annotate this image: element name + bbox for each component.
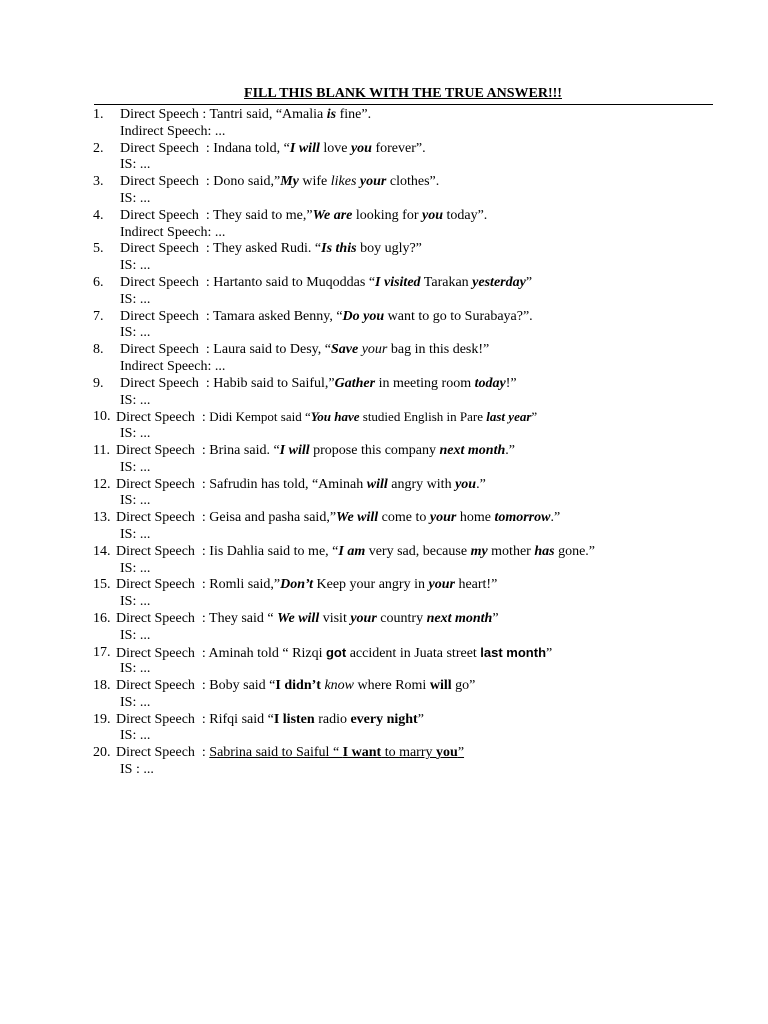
sentence-segment: You have [310,409,360,425]
question-item [93,174,733,208]
question-item [93,544,733,578]
answer-blank: IS: ... [120,526,151,542]
sentence-segment: I visited [375,274,421,290]
direct-speech-line [93,510,733,527]
direct-speech-label: Direct Speech : [120,107,210,122]
direct-speech-line [93,544,733,561]
direct-speech-label: Direct Speech : [120,140,214,156]
question-number: 6. [93,274,104,290]
question-number: 16. [93,610,111,626]
question-number: 5. [93,241,104,257]
direct-speech-text [120,141,426,158]
sentence-segment: We will [336,510,379,526]
direct-speech-line [93,342,733,359]
answer-blank: IS: ... [120,728,151,744]
direct-speech-line [93,208,733,225]
direct-speech-label: Direct Speech : [116,410,210,426]
sentence-segment: Gather [334,375,376,391]
sentence-segment: I didn’t [275,678,321,694]
sentence-segment: next month [426,610,493,626]
sentence-segment: accident in Juata street [346,645,481,661]
question-item [93,611,733,645]
direct-speech-text [120,241,422,258]
sentence-segment: will [366,476,388,492]
answer-blank: Indirect Speech: ... [120,123,226,139]
direct-speech-label: Direct Speech : [116,745,210,761]
sentence-segment: ” [531,409,538,425]
question-number: 9. [93,375,104,391]
question-item [93,342,733,376]
question-item [93,678,733,712]
answer-blank: IS: ... [120,493,151,509]
direct-speech-line [93,241,733,258]
sentence-segment: tomorrow [494,510,551,526]
sentence-segment: Tarakan [420,274,473,290]
direct-speech-text [120,275,532,292]
sentence-segment: They asked Rudi. “ [213,241,322,257]
sentence-segment: boy ugly?” [356,241,422,257]
sentence-segment: propose this company [309,442,440,458]
question-number: 13. [93,510,111,526]
sentence-segment: want to go to Surabaya?”. [384,308,533,324]
sentence-segment: Save [330,342,359,358]
title-underline-rule [94,104,713,105]
question-list [93,107,733,779]
sentence-segment: Hartanto said to Muqoddas “ [213,274,376,290]
direct-speech-text [116,510,560,527]
question-item [93,275,733,309]
question-item [93,577,733,611]
sentence-segment: !” [505,375,517,391]
sentence-segment: your [359,174,387,190]
direct-speech-line [93,678,733,695]
answer-blank: IS: ... [120,694,151,710]
direct-speech-text [120,342,489,359]
sentence-segment: you [350,140,372,156]
sentence-segment: My [280,174,299,190]
sentence-segment: my [470,543,488,559]
direct-speech-label: Direct Speech : [120,274,214,290]
question-item [93,141,733,175]
answer-blank: IS: ... [120,594,151,610]
question-item [93,745,733,779]
question-item [93,409,733,443]
direct-speech-label: Direct Speech : [120,207,214,223]
direct-speech-label: Direct Speech : [116,645,209,661]
direct-speech-text [116,678,475,695]
direct-speech-line [93,577,733,594]
question-number: 14. [93,543,111,559]
question-number: 8. [93,342,104,358]
answer-blank: Indirect Speech: ... [120,358,226,374]
direct-speech-text [120,376,517,393]
question-number: 3. [93,174,104,190]
sentence-segment: I am [338,543,366,559]
sentence-segment: studied English in Pare [359,409,487,425]
sentence-segment: wife [298,174,331,190]
sentence-segment: know [324,678,354,694]
sentence-segment: will [429,678,452,694]
question-number: 7. [93,308,104,324]
sentence-segment: Laura said to Desy, “ [213,342,331,358]
direct-speech-label: Direct Speech : [116,476,210,492]
sentence-segment: country [376,610,427,626]
direct-speech-text [116,577,497,594]
direct-speech-line [93,443,733,460]
sentence-segment: is [326,107,337,122]
direct-speech-text [116,477,486,494]
answer-blank: IS: ... [120,325,151,341]
question-number: 10. [93,409,111,425]
sentence-segment: ” [457,745,465,761]
sentence-segment: Habib said to Saiful,” [213,375,335,391]
sentence-segment: radio [314,711,351,727]
sentence-segment: home [456,510,495,526]
question-item [93,645,733,679]
sentence-segment: gone.” [554,543,595,559]
sentence-segment: .” [505,442,515,458]
sentence-segment: Boby said “ [209,678,276,694]
question-item [93,309,733,343]
sentence-segment: Didi Kempot said “ [209,409,311,425]
answer-blank: IS: ... [120,560,151,576]
sentence-segment: your [428,577,455,593]
direct-speech-text [116,443,515,460]
direct-speech-text [116,409,537,427]
sentence-segment: .” [476,476,486,492]
worksheet-title: FILL THIS BLANK WITH THE TRUE ANSWER!!! [244,86,562,101]
sentence-segment: Geisa and pasha said,” [209,510,337,526]
direct-speech-text [116,544,595,561]
question-item [93,107,733,141]
question-number: 12. [93,476,111,492]
sentence-segment: bag in this desk!” [387,342,490,358]
direct-speech-line [93,409,733,426]
sentence-segment: Sabrina said to Saiful “ [209,745,343,761]
sentence-segment: They said “ [209,610,278,626]
answer-blank: Indirect Speech: ... [120,224,226,240]
question-item [93,510,733,544]
direct-speech-text [116,745,464,762]
sentence-segment: ” [546,645,553,661]
sentence-segment: to marry [381,745,437,761]
sentence-segment: We are [312,207,353,223]
sentence-segment: every night [350,711,418,727]
sentence-segment: ” [525,274,533,290]
sentence-segment: fine”. [336,107,372,122]
answer-blank: IS: ... [120,258,151,274]
question-number: 15. [93,577,111,593]
direct-speech-line [93,174,733,191]
answer-blank: IS: ... [120,459,151,475]
sentence-segment: visit [319,610,351,626]
direct-speech-text [116,611,499,628]
sentence-segment: love [319,140,351,156]
sentence-segment: Brina said. “ [209,442,280,458]
sentence-segment: yesterday [472,274,526,290]
sentence-segment: today [474,375,506,391]
question-item [93,443,733,477]
direct-speech-label: Direct Speech : [120,308,214,324]
sentence-segment: We will [277,610,320,626]
direct-speech-text [120,208,487,225]
sentence-segment: .” [550,510,561,526]
direct-speech-line [93,275,733,292]
sentence-segment: go” [451,678,476,694]
sentence-segment: Rifqi said “ [209,711,274,727]
sentence-segment: Tantri said, “Amalia [209,107,327,122]
direct-speech-label: Direct Speech : [120,342,214,358]
answer-blank: IS: ... [120,627,151,643]
direct-speech-label: Direct Speech : [120,241,214,257]
answer-blank: IS: ... [120,661,151,677]
sentence-segment: where Romi [354,678,430,694]
direct-speech-label: Direct Speech : [116,442,210,458]
sentence-segment: ” [492,610,499,626]
answer-blank: IS: ... [120,291,151,307]
sentence-segment: got [325,644,347,660]
sentence-segment: Romli said,” [209,577,281,593]
sentence-segment: Aminah told “ Rizqi [208,645,326,661]
question-number: 19. [93,711,111,727]
answer-blank: IS : ... [120,762,154,778]
direct-speech-line [93,309,733,326]
sentence-segment: come to [378,510,430,526]
sentence-segment: you [455,476,477,492]
question-number: 1. [93,107,104,122]
sentence-segment: Keep your angry in [313,577,429,593]
direct-speech-line [93,745,733,762]
direct-speech-text [116,645,552,663]
direct-speech-line [93,376,733,393]
direct-speech-line [93,107,733,124]
sentence-segment: likes [330,174,357,190]
direct-speech-line [93,645,733,662]
answer-blank: IS: ... [120,157,151,173]
direct-speech-line [93,141,733,158]
sentence-segment: I listen [273,711,315,727]
sentence-segment: last year [486,409,532,425]
direct-speech-text [120,174,439,191]
sentence-segment: clothes”. [386,174,440,190]
sentence-segment: your [350,610,377,626]
sentence-segment: last month [480,644,547,660]
sentence-segment: you [436,745,458,761]
question-number: 17. [93,644,111,660]
sentence-segment: looking for [352,207,422,223]
answer-blank: IS: ... [120,392,151,408]
sentence-segment: angry with [387,476,456,492]
question-number: 2. [93,140,104,156]
question-number: 4. [93,207,104,223]
sentence-segment: Dono said,” [213,174,281,190]
answer-blank: IS: ... [120,426,151,442]
sentence-segment: today”. [442,207,488,223]
direct-speech-label: Direct Speech : [120,375,214,391]
sentence-segment: Indana told, “ [213,140,290,156]
question-item [93,241,733,275]
question-item [93,208,733,242]
question-number: 20. [93,745,111,761]
direct-speech-label: Direct Speech : [116,543,210,559]
sentence-segment: your [429,510,457,526]
question-number: 11. [93,442,110,458]
sentence-segment: in meeting room [375,375,475,391]
sentence-segment: I want [342,745,382,761]
sentence-segment: forever”. [371,140,426,156]
direct-speech-label: Direct Speech : [116,711,210,727]
question-item [93,712,733,746]
answer-blank: IS: ... [120,190,151,206]
sentence-segment: Safrudin has told, “Aminah [209,476,367,492]
sentence-segment: I will [279,442,310,458]
direct-speech-text [116,712,424,729]
direct-speech-label: Direct Speech : [120,174,214,190]
sentence-segment: has [534,543,555,559]
sentence-segment: I will [289,140,320,156]
question-item [93,376,733,410]
sentence-segment: Don’t [280,577,314,593]
direct-speech-label: Direct Speech : [116,577,210,593]
direct-speech-label: Direct Speech : [116,678,210,694]
direct-speech-label: Direct Speech : [116,610,210,626]
sentence-segment: heart!” [454,577,498,593]
sentence-segment: you [421,207,443,223]
direct-speech-line [93,477,733,494]
sentence-segment: next month [439,442,506,458]
sentence-segment: Is this [321,241,357,257]
sentence-segment: They said to me,” [213,207,313,223]
sentence-segment: Tamara asked Benny, “ [213,308,343,324]
sentence-segment: your [361,342,388,358]
direct-speech-label: Direct Speech : [116,510,210,526]
direct-speech-line [93,611,733,628]
question-number: 18. [93,678,111,694]
direct-speech-text [120,309,533,326]
direct-speech-text [120,107,371,124]
question-item [93,477,733,511]
sentence-segment: Iis Dahlia said to me, “ [209,543,339,559]
sentence-segment: very sad, because [365,543,471,559]
sentence-segment: mother [487,543,535,559]
sentence-segment: ” [417,711,424,727]
sentence-segment: Do you [342,308,385,324]
direct-speech-line [93,712,733,729]
